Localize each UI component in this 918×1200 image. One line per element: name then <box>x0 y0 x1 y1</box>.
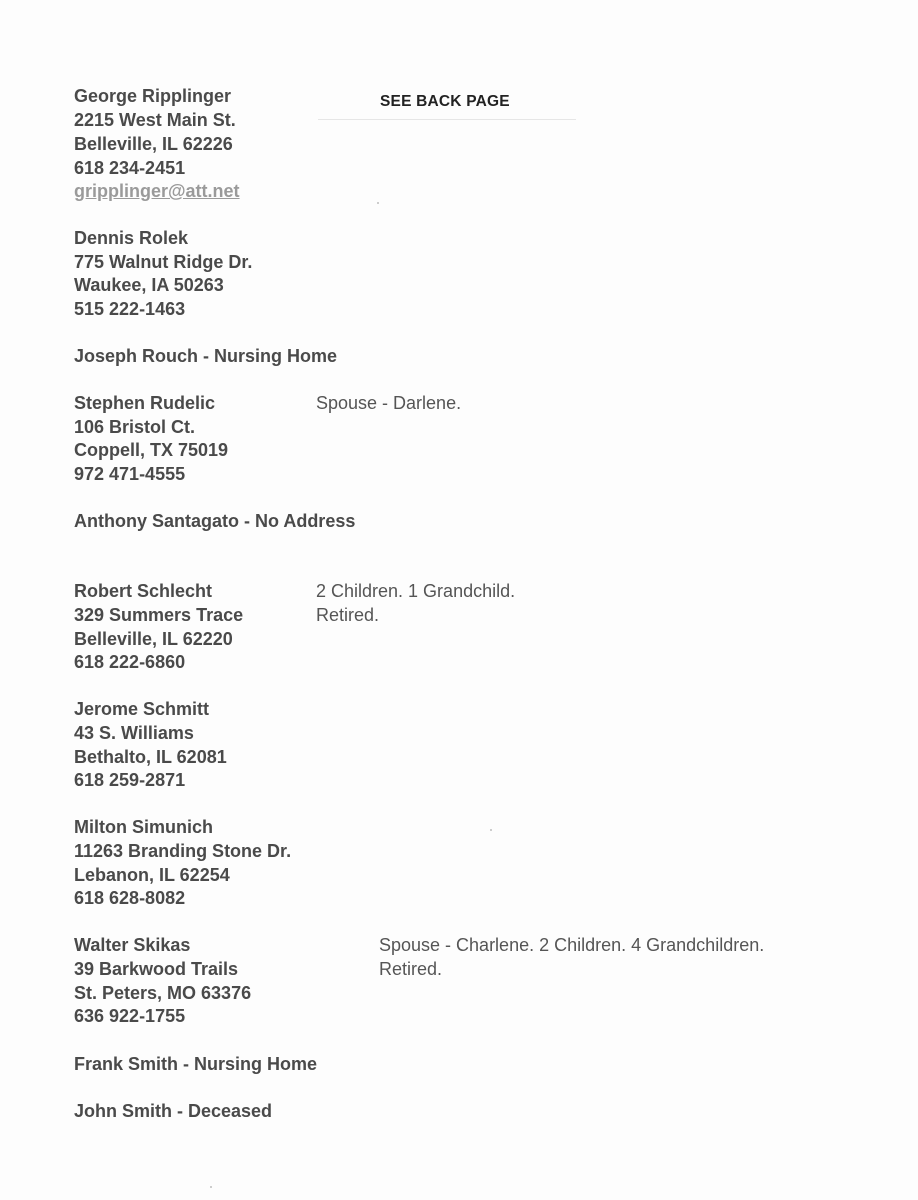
contact-note: 2 Children. 1 Grandchild. <box>316 581 516 601</box>
contact-name: Dennis Rolek <box>74 228 189 248</box>
contact-name: Walter Skikas <box>74 935 191 955</box>
scan-speck <box>377 202 379 204</box>
contact-name: Jerome Schmitt <box>74 699 210 719</box>
contact-address: 329 Summers Trace <box>74 605 244 625</box>
contact-name: Robert Schlecht <box>74 581 213 601</box>
contact-city: Coppell, TX 75019 <box>74 440 229 460</box>
contact-address: 775 Walnut Ridge Dr. <box>74 252 253 272</box>
contact-city: Belleville, IL 62226 <box>74 134 233 154</box>
contact-name: Stephen Rudelic <box>74 393 216 413</box>
contact-phone: 618 259-2871 <box>74 770 186 790</box>
contact-phone: 618 234-2451 <box>74 158 186 178</box>
contact-address: 11263 Branding Stone Dr. <box>74 841 292 861</box>
contact-name: Milton Simunich <box>74 817 213 837</box>
contact-name: Frank Smith - Nursing Home <box>74 1054 318 1074</box>
contact-name: Anthony Santagato - No Address <box>74 511 356 531</box>
contact-note: Spouse - Darlene. <box>316 393 462 413</box>
contact-city: Waukee, IA 50263 <box>74 275 224 295</box>
contact-phone: 636 922-1755 <box>74 1006 186 1026</box>
see-back-page-note: SEE BACK PAGE <box>380 93 510 110</box>
contact-address: 43 S. Williams <box>74 723 194 743</box>
contact-city: Bethalto, IL 62081 <box>74 747 227 767</box>
contact-phone: 618 628-8082 <box>74 888 186 908</box>
contact-name: Joseph Rouch - Nursing Home <box>74 346 338 366</box>
scan-speck <box>490 829 492 831</box>
contact-note: Retired. <box>379 959 443 979</box>
contact-phone: 618 222-6860 <box>74 652 186 672</box>
contact-city: St. Peters, MO 63376 <box>74 983 252 1003</box>
faint-rule <box>318 119 576 120</box>
contact-address: 106 Bristol Ct. <box>74 417 196 437</box>
contact-city: Lebanon, IL 62254 <box>74 865 230 885</box>
contact-note: Spouse - Charlene. 2 Children. 4 Grandchildren. <box>379 935 765 955</box>
contact-email-link[interactable]: gripplinger@att.net <box>74 181 240 201</box>
scan-speck <box>210 1186 212 1188</box>
contact-name: John Smith - Deceased <box>74 1101 273 1121</box>
contact-phone: 972 471-4555 <box>74 464 186 484</box>
contact-phone: 515 222-1463 <box>74 299 186 319</box>
contact-name: George Ripplinger <box>74 86 232 106</box>
contact-city: Belleville, IL 62220 <box>74 629 233 649</box>
contact-note: Retired. <box>316 605 380 625</box>
contact-address: 2215 West Main St. <box>74 110 236 130</box>
contact-address: 39 Barkwood Trails <box>74 959 239 979</box>
